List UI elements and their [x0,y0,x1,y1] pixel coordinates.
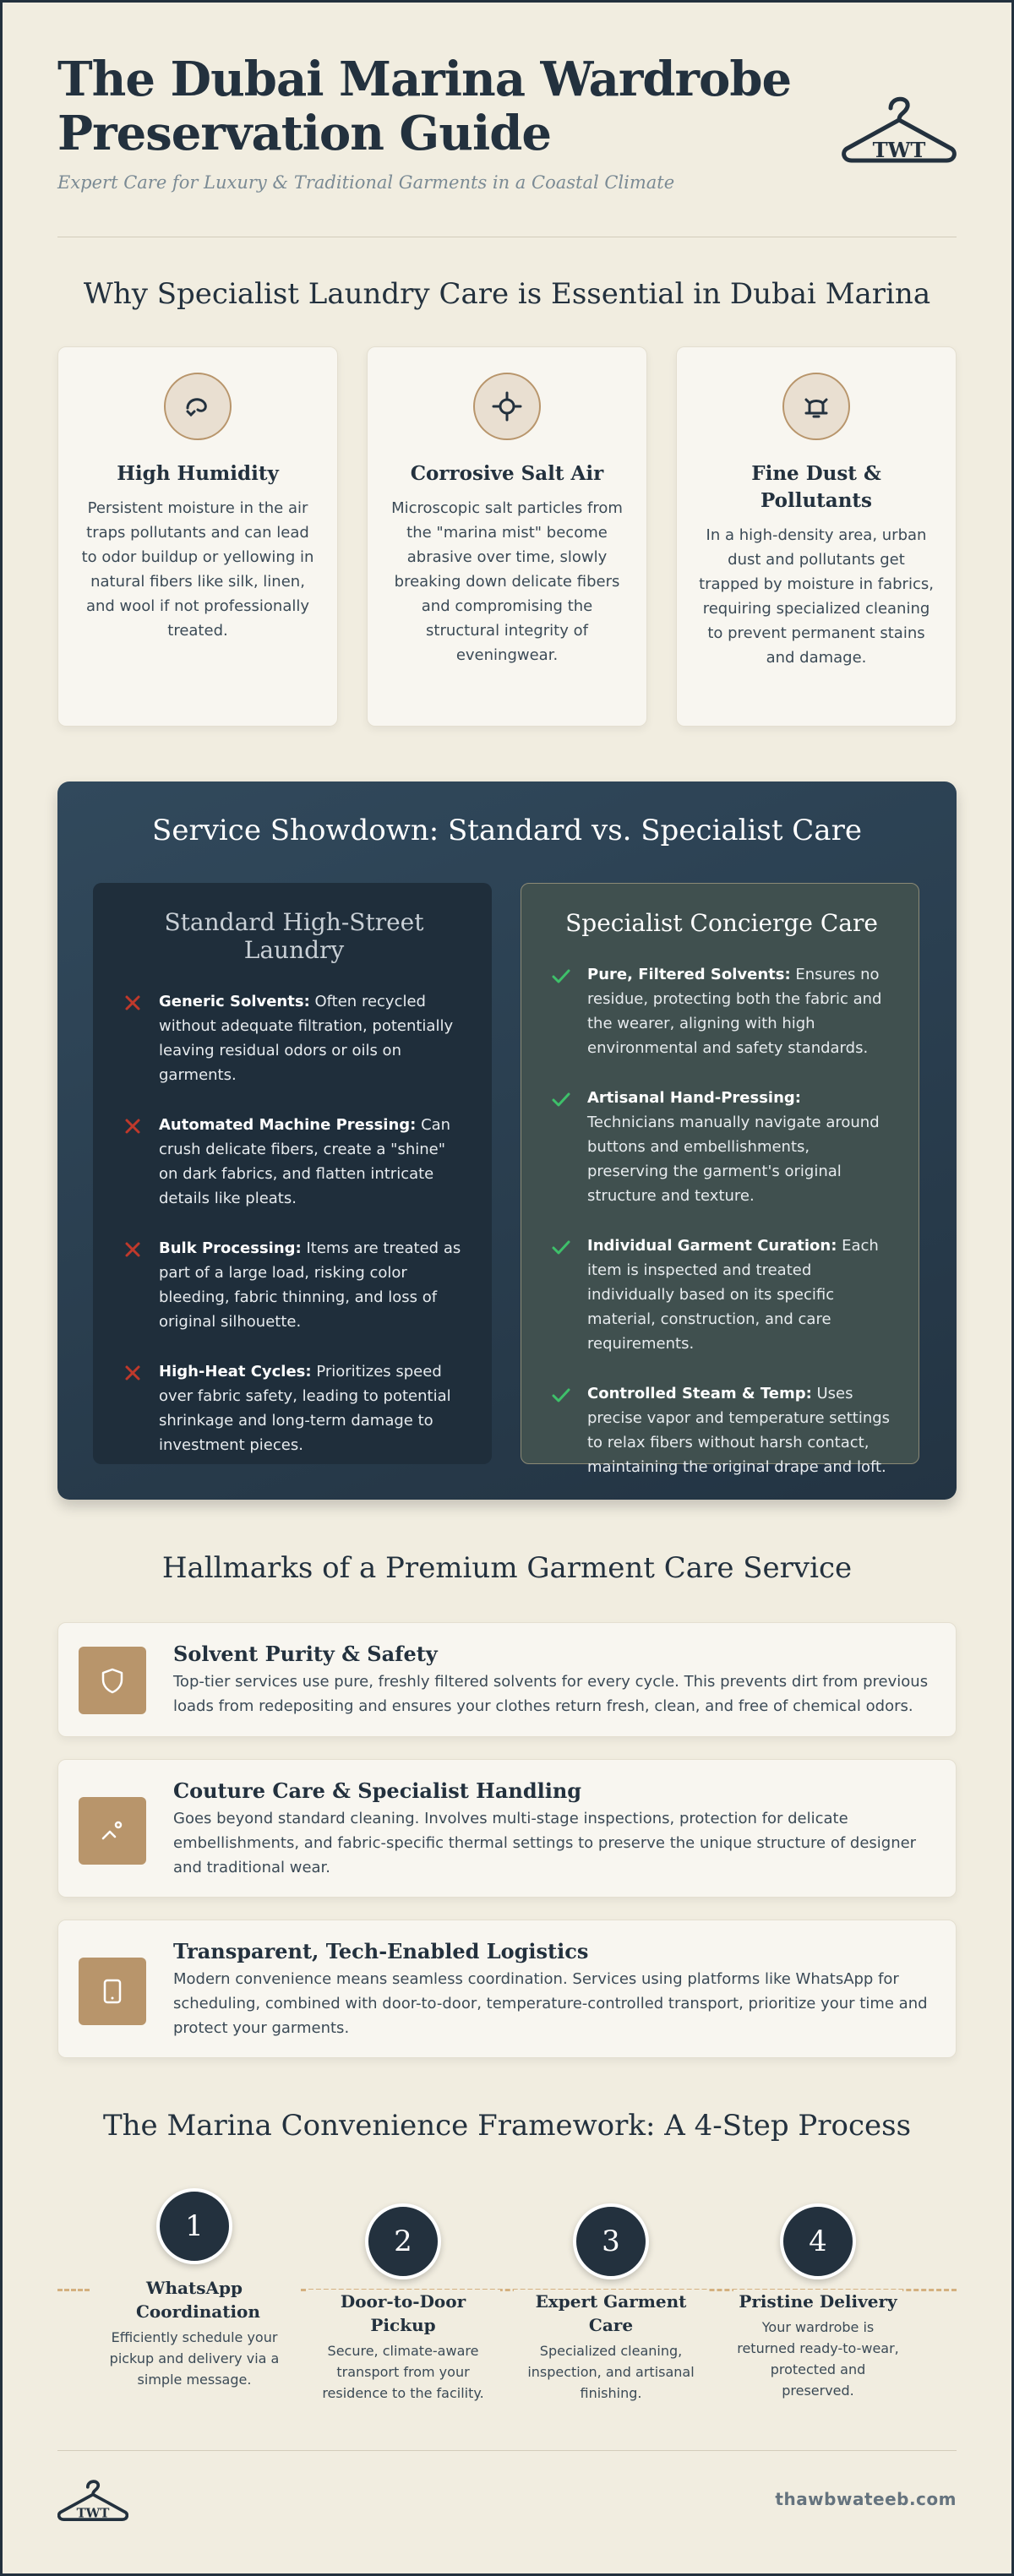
page-title: The Dubai Marina Wardrobe Preservation Guide [57,52,792,161]
hallmark-body: Top-tier services use pure, freshly filtered solvents for every cycle. This prevents dirt from previous loads from redepositing and ensures your clothes return fresh, clean, and free of chemical odors. [173,1673,929,1715]
specialist-column [521,883,919,1476]
item-text: Can crush delicate fibers, create a "shine" on dark fabrics, and flatten intricate details like pleats. [159,1116,451,1207]
item-label: Bulk Processing: [159,1239,302,1257]
process-step [721,2203,915,2401]
step-body: Efficiently schedule your pickup and delivery via a simple message. [109,2329,280,2388]
why-section-title: Why Specialist Laundry Care is Essential in Dubai Marina [83,277,931,311]
hallmark-card [57,1920,957,2058]
specialist-item [550,1381,893,1479]
item-label: High-Heat Cycles: [159,1363,312,1381]
hallmark-title: Couture Care & Specialist Handling [173,1778,582,1803]
hanger-logo-icon [57,2475,128,2523]
standard-item [122,1236,466,1334]
hallmark-body: Goes beyond standard cleaning. Involves multi-stage inspections, protection for delicate embellishments, and fabric-specific thermal settings to preserve the unique structure of designer and traditional wear. [173,1810,917,1876]
process-connector [57,2289,90,2291]
sun-icon [473,373,541,440]
hallmarks-section-title: Hallmarks of a Premium Garment Care Service [161,1551,853,1585]
check-icon [550,1236,572,1258]
header [57,52,957,193]
standard-item [122,1359,466,1457]
why-card-dust [676,346,957,727]
footer-divider [57,2450,957,2451]
process-section-title: The Marina Convenience Framework: A 4-Step Process [102,2109,912,2143]
item-label: Controlled Steam & Temp: [587,1385,812,1402]
step-number: 3 [573,2203,649,2279]
check-icon [550,1088,572,1110]
item-text: Uses precise vapor and temperature settings to relax fibers without harsh contact, maintaining the original drape and loft. [587,1385,891,1476]
why-card-body: In a high-density area, urban dust and pollutants get trapped by moisture in fabrics, requiring specialized cleaning to prevent permanent stains and damage. [699,526,934,667]
step-title: Expert Garment Care [514,2290,708,2337]
x-icon [122,1115,144,1137]
why-card-title: Corrosive Salt Air [410,462,604,485]
item-label: Artisanal Hand-Pressing: [587,1089,801,1107]
hallmark-title: Transparent, Tech-Enabled Logistics [173,1939,589,1963]
sparkle-icon [79,1797,146,1865]
why-card-body: Microscopic salt particles from the "marina mist" become abrasive over time, slowly breaking down delicate fibers and compromising the structural integrity of eveningwear. [391,499,623,664]
check-icon [550,965,572,987]
item-label: Individual Garment Curation: [587,1237,837,1255]
step-number: 2 [365,2203,441,2279]
item-label: Generic Solvents: [159,993,310,1010]
specialist-title: Specialist Concierge Care [565,909,878,937]
bell-icon [782,373,850,440]
process-step [306,2203,500,2404]
hanger-logo-icon [842,90,957,166]
x-icon [122,992,144,1014]
step-number: 1 [156,2188,232,2264]
item-label: Automated Machine Pressing: [159,1116,417,1134]
step-title: Door-to-Door Pickup [306,2290,500,2337]
hallmark-card [57,1622,957,1737]
why-card-humidity [57,346,338,727]
why-card-title: Fine Dust & Pollutants [751,462,881,512]
standard-item [122,1113,466,1211]
item-text: Technicians manually navigate around buttons and embellishments, preserving the garment's original structure and texture. [587,1114,880,1205]
why-card-salt-air [367,346,647,727]
tablet-icon [79,1958,146,2025]
hallmark-body: Modern convenience means seamless coordination. Services using platforms like WhatsApp for scheduling, combined with door-to-door, temperature-controlled transport, prioritize your time and protect your garments. [173,1970,928,2037]
service-showdown [57,782,957,1500]
hallmark-card [57,1759,957,1898]
logo-text: TWT [872,138,926,162]
item-text: Each item is inspected and treated individually based on its specific material, construction, and care requirements. [587,1237,879,1353]
logo-text: TWT [76,2506,110,2521]
item-text: Items are treated as part of a large load, risking color bleeding, fabric thinning, and loss of original silhouette. [159,1239,461,1331]
step-number: 4 [780,2203,856,2279]
step-title: Pristine Delivery [733,2290,902,2313]
page-subtitle: Expert Care for Luxury & Traditional Garments in a Coastal Climate [57,172,675,193]
step-body: Secure, climate-aware transport from your residence to the facility. [322,2343,484,2401]
website-link[interactable]: thawbwateeb.com [775,2489,957,2509]
showdown-title: Service Showdown: Standard vs. Specialist Care [152,814,862,847]
humidity-icon [164,373,232,440]
item-text: Prioritizes speed over fabric safety, leading to potential shrinkage and long-term damage to investment pieces. [159,1363,451,1454]
process-step [514,2203,708,2404]
step-title: WhatsApp Coordination [131,2276,258,2323]
standard-column [93,883,492,1464]
x-icon [122,1362,144,1384]
standard-title: Standard High-Street Laundry [164,908,424,964]
why-card-body: Persistent moisture in the air traps pollutants and can lead to odor buildup or yellowing in natural fibers like silk, linen, and wool if not professionally treated. [81,499,314,640]
item-text: Often recycled without adequate filtration, potentially leaving residual odors or oils on garments. [159,993,454,1084]
shield-icon [79,1647,146,1714]
x-icon [122,1239,144,1261]
specialist-item [550,1086,893,1208]
step-body: Specialized cleaning, inspection, and artisanal finishing. [527,2343,695,2401]
specialist-item [550,962,893,1060]
step-body: Your wardrobe is returned ready-to-wear, protected and preserved. [737,2319,899,2399]
hallmark-title: Solvent Purity & Safety [173,1642,438,1666]
item-label: Pure, Filtered Solvents: [587,966,791,983]
standard-item [122,989,466,1087]
why-card-title: High Humidity [117,462,279,485]
check-icon [550,1384,572,1406]
specialist-item [550,1234,893,1356]
process-step [97,2188,292,2390]
item-text: Ensures no residue, protecting both the fabric and the wearer, aligning with high environmental and safety standards. [587,966,882,1057]
